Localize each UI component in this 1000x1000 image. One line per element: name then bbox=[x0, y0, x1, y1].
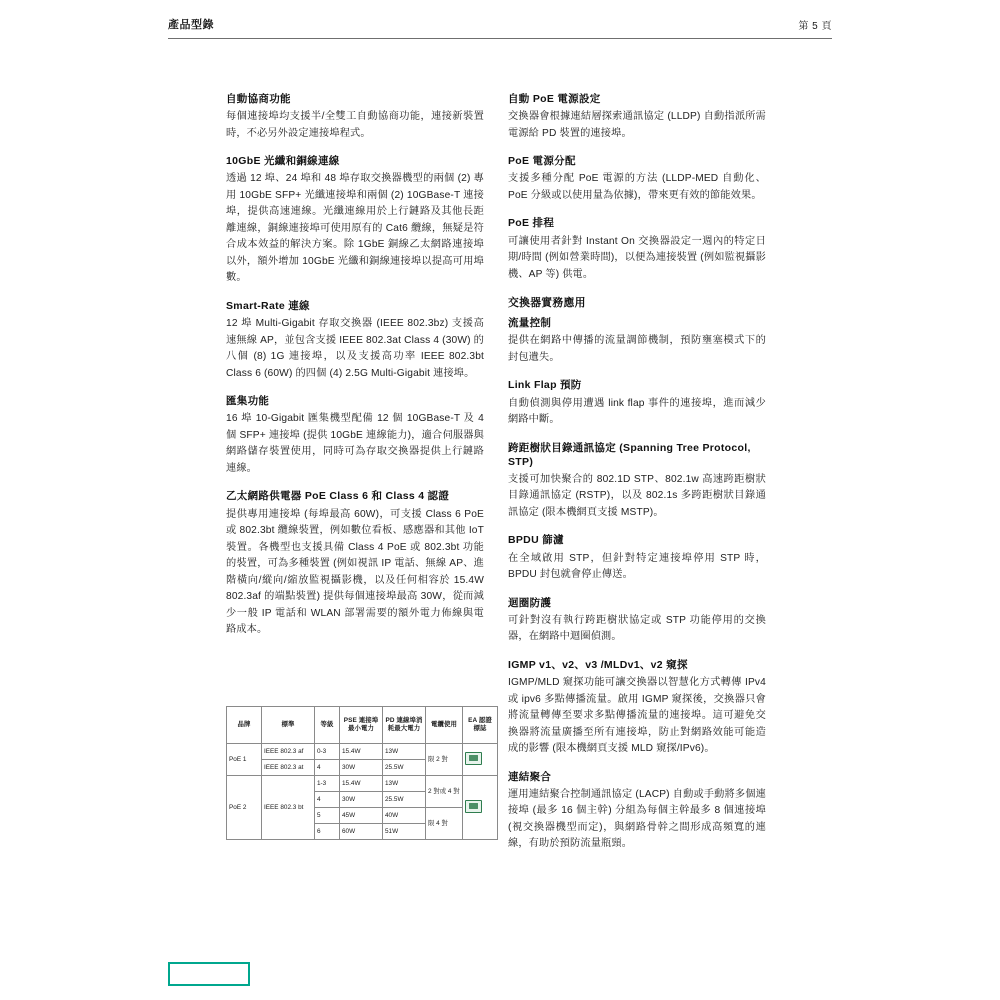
th-standard: 標準 bbox=[262, 707, 315, 744]
section-heading: 10GbE 光纖和銅線連線 bbox=[226, 155, 340, 168]
th-cable: 電纜使用 bbox=[426, 707, 463, 744]
section-body: 自動偵測與停用遭遇 link flap 事件的連接埠，進而減少網路中斷。 bbox=[508, 397, 766, 426]
section-body: 支援多種分配 PoE 電源的方法 (LLDP-MED 自動化、PoE 分級或以使用量為依據)，帶來更有效的節能效果。 bbox=[508, 173, 766, 201]
section-poe-schedule bbox=[508, 216, 766, 283]
cell-pse: 30W bbox=[340, 760, 383, 776]
cell-pse: 30W bbox=[340, 792, 383, 808]
section-body: 可讓使用者針對 Instant On 交換器設定一週內的特定日期/時間 (例如營業時間)，以便為連接裝置 (例如監視攝影機、AP 等) 供電。 bbox=[508, 235, 766, 280]
section-heading: Link Flap 預防 bbox=[508, 379, 582, 392]
cell-class: 4 bbox=[315, 792, 340, 808]
cell-pse: 45W bbox=[340, 808, 383, 824]
th-pd-power: PD 連線埠消耗最大電力 bbox=[383, 707, 426, 744]
section-igmp-snooping bbox=[508, 658, 766, 758]
ea-certification-icon bbox=[465, 752, 482, 765]
th-ea-mark: EA 認證標誌 bbox=[463, 707, 498, 744]
section-heading: 流量控制 bbox=[508, 317, 552, 330]
left-column bbox=[226, 92, 484, 651]
section-aggregation bbox=[226, 394, 484, 477]
cell-pd: 13W bbox=[383, 744, 426, 760]
section-body: 運用連結聚合控制通訊協定 (LACP) 自動或手動將多個連接埠 (最多 16 個主幹) 分組為每個主幹最多 8 個連接埠 (視交換器機型而定)，與網路骨幹之間形成高頻寬的連線，有助於預防流量瓶頸。 bbox=[508, 788, 766, 850]
table-row bbox=[227, 744, 498, 760]
section-poe-allocation bbox=[508, 154, 766, 204]
cell-cable: 2 對或 4 對 bbox=[426, 776, 463, 808]
section-body: 交換器會根據連結層探索通訊協定 (LLDP) 自動指派所需電源給 PD 裝置的連接埠。 bbox=[508, 111, 766, 139]
section-stp bbox=[508, 441, 766, 522]
section-smart-rate bbox=[226, 299, 484, 382]
footer-brand-mark bbox=[168, 962, 250, 986]
page-number: 第 5 頁 bbox=[798, 21, 832, 32]
section-body: 每個連接埠均支援半/全雙工自動協商功能，連接新裝置時，不必另外設定連接埠程式。 bbox=[226, 111, 484, 139]
cell-pd: 40W bbox=[383, 808, 426, 824]
cell-pd: 13W bbox=[383, 776, 426, 792]
cell-pse: 15.4W bbox=[340, 776, 383, 792]
cell-cable: 限 4 對 bbox=[426, 808, 463, 840]
cell-cable: 限 2 對 bbox=[426, 744, 463, 776]
cell-pd: 25.5W bbox=[383, 760, 426, 776]
section-body: 提供在網路中傳播的流量調節機制，預防壅塞模式下的封包遺失。 bbox=[508, 335, 766, 363]
section-heading: 自動 PoE 電源設定 bbox=[508, 93, 601, 105]
table-row bbox=[227, 776, 498, 792]
section-heading: IGMP v1、v2、v3 /MLDv1、v2 窺探 bbox=[508, 658, 688, 671]
cell-brand: PoE 1 bbox=[227, 744, 262, 776]
section-body: 支援可加快聚合的 802.1D STP、802.1w 高速跨距樹狀目錄通訊協定 (RSTP)，以及 802.1s 多跨距樹狀目錄通訊協定 (限本機網頁支援 MSTP)。 bbox=[508, 473, 766, 518]
section-heading: 乙太網路供電器 PoE Class 6 和 Class 4 認證 bbox=[226, 490, 450, 503]
section-link-flap bbox=[508, 378, 766, 428]
section-flow-control bbox=[508, 316, 766, 366]
ea-certification-icon bbox=[465, 800, 482, 813]
cell-ea-mark bbox=[463, 776, 498, 840]
section-heading: PoE 排程 bbox=[508, 217, 555, 230]
cell-ea-mark bbox=[463, 744, 498, 776]
section-body: 16 埠 10-Gigabit 匯集機型配備 12 個 10GBase-T 及 4 個 SFP+ 連接埠 (提供 10GbE 連線能力)，適合伺服器與網路儲存裝置使用，同時可為存取交換器提供上行鏈路連線。 bbox=[226, 413, 484, 474]
cell-brand: PoE 2 bbox=[227, 776, 262, 840]
cell-standard: IEEE 802.3 at bbox=[262, 760, 315, 776]
group-heading-switch-practices: 交換器實務應用 bbox=[508, 297, 586, 310]
section-poe-class bbox=[226, 489, 484, 638]
cell-class: 1-3 bbox=[315, 776, 340, 792]
cell-pse: 15.4W bbox=[340, 744, 383, 760]
page-header bbox=[168, 16, 832, 39]
section-heading: 匯集功能 bbox=[226, 395, 270, 408]
section-heading: PoE 電源分配 bbox=[508, 155, 576, 168]
section-heading: 跨距樹狀目錄通訊協定 (Spanning Tree Protocol, STP) bbox=[508, 441, 751, 468]
section-body: 在全域啟用 STP，但針對特定連接埠停用 STP 時，BPDU 封包就會停止傳送。 bbox=[508, 552, 766, 581]
section-loop-protection bbox=[508, 596, 766, 646]
section-heading: BPDU 篩濾 bbox=[508, 534, 564, 547]
th-pse-power: PSE 連接埠最小電力 bbox=[340, 707, 383, 744]
section-heading: Smart-Rate 連線 bbox=[226, 299, 310, 312]
section-body: IGMP/MLD 窺探功能可讓交換器以智慧化方式轉傳 IPv4 或 ipv6 多點傳播流量。啟用 IGMP 窺探後，交換器只會將流量轉傳至要求多點傳播流量的連接埠。這可避免交換器將流量廣播至所有連接埠，防止對網路效能可能造成的影響 (限本機網頁支援 MLD 窺探/IPv6)。 bbox=[508, 677, 766, 755]
table-header-row bbox=[227, 707, 498, 744]
section-body: 透過 12 埠、24 埠和 48 埠存取交換器機型的兩個 (2) 專用 10GbE SFP+ 光纖連接埠和兩個 (2) 10GBase-T 連接埠，提供高速連線。光纖連線用於上行鏈路及其他長距離連線，銅線連接埠可使用原有的 Cat6 纜線，無疑是符合成本效益的解決方案。除 1GbE 銅線乙太網路連接埠以外，額外增加 10GbE 光纖和銅線連接埠以提高可用埠數。 bbox=[226, 173, 484, 284]
cell-standard: IEEE 802.3 bt bbox=[262, 776, 315, 840]
th-brand: 品牌 bbox=[227, 707, 262, 744]
section-link-aggregation bbox=[508, 770, 766, 853]
cell-pd: 25.5W bbox=[383, 792, 426, 808]
cell-class: 5 bbox=[315, 808, 340, 824]
section-heading: 連結聚合 bbox=[508, 770, 552, 783]
cell-pse: 60W bbox=[340, 824, 383, 840]
section-heading: 自動協商功能 bbox=[226, 93, 291, 105]
document-title: 產品型錄 bbox=[168, 19, 214, 31]
section-body: 提供專用連接埠 (每埠最高 60W)，可支援 Class 6 PoE 或 802.3bt 纜線裝置，例如數位看板、感應器和其他 IoT 裝置。各機型也支援具備 Class 4 PoE 或 802.3bt 功能的裝置，可為多種裝置 (例如視訊 IP 電話、無線 AP、進階橫向/縱向/縮放監視攝影機，以及任何相容於 15.4W 802.3af 的端點裝置) 提供每個連接埠最高 30W，從而減少一般 IP 電話和 WLAN 部署需要的額外電力佈線與電路成本。 bbox=[226, 508, 484, 636]
section-heading: 迴圈防護 bbox=[508, 596, 552, 609]
section-body: 12 埠 Multi-Gigabit 存取交換器 (IEEE 802.3bz) 支援高速無線 AP，並包含支援 IEEE 802.3at Class 4 (30W) 的八個 (8) 1G 連接埠，以及支援高功率 IEEE 802.3bt Class 6 (60W) 的四個 (4) 2.5G Multi-Gigabit 連接埠。 bbox=[226, 318, 484, 379]
section-auto-poe-config bbox=[508, 92, 766, 142]
section-auto-negotiation bbox=[226, 92, 484, 142]
cell-standard: IEEE 802.3 af bbox=[262, 744, 315, 760]
section-10gbe bbox=[226, 154, 484, 287]
th-class: 等級 bbox=[315, 707, 340, 744]
section-bpdu-filter bbox=[508, 533, 766, 583]
section-body: 可針對沒有執行跨距樹狀協定或 STP 功能停用的交換器，在網路中迴圈偵測。 bbox=[508, 614, 766, 643]
poe-spec-table-wrap bbox=[226, 706, 492, 840]
right-column bbox=[508, 92, 766, 865]
cell-pd: 51W bbox=[383, 824, 426, 840]
poe-spec-table bbox=[226, 706, 498, 840]
cell-class: 0-3 bbox=[315, 744, 340, 760]
cell-class: 4 bbox=[315, 760, 340, 776]
cell-class: 6 bbox=[315, 824, 340, 840]
